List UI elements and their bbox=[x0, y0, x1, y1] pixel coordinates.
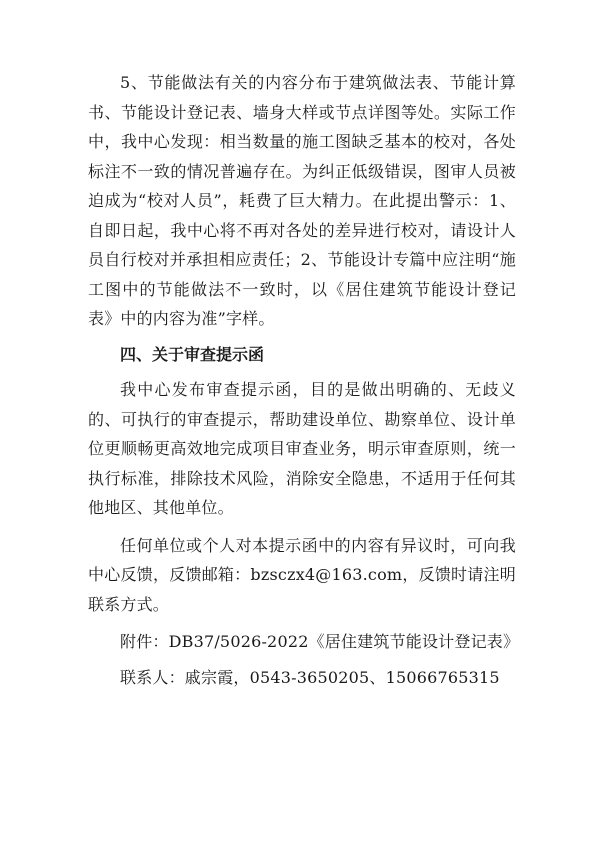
paragraph-5: 5、节能做法有关的内容分布于建筑做法表、节能计算书、节能设计登记表、墙身大样或节点详图等处。实际工作中，我中心发现：相当数量的施工图缺乏基本的校对，各处标注不一致的情况普遍存在。为纠正低级错误，图审人员被迫成为“校对人员”，耗费了巨大精力。在此提出警示：1、自即日起，我中心将不再对各处的差异进行校对，请设计人员自行校对并承担相应责任；2、节能设计专篇中应注明“施工图中的节能做法不一致时，以《居住建筑节能设计登记表》中的内容为准”字样。 bbox=[88, 73, 516, 328]
section-4-body: 我中心发布审查提示函，目的是做出明确的、无歧义的、可执行的审查提示，帮助建设单位、勘察单位、设计单位更顺畅更高效地完成项目审查业务，明示审查原则，统一执行标准，排除技术风险，消除安全隐患，不适用于任何其他地区、其他单位。 bbox=[88, 380, 516, 517]
feedback-prefix: 任何单位或个人对本提示函中的内容有异议时，可向我中心反馈，反馈邮箱： bbox=[88, 535, 516, 584]
feedback-paragraph bbox=[88, 531, 516, 620]
document-page bbox=[88, 68, 520, 692]
feedback-email[interactable]: bzsczx4@163.com bbox=[250, 565, 403, 584]
feedback-suffix: ，反馈时请注明联系方式。 bbox=[88, 565, 516, 614]
contact-line: 联系人：戚宗霞，0543-3650205、15066765315 bbox=[120, 667, 500, 687]
attachment-line: 附件：DB37/5026-2022《居住建筑节能设计登记表》 bbox=[120, 632, 520, 651]
section-4-heading: 四、关于审查提示函 bbox=[120, 344, 265, 364]
